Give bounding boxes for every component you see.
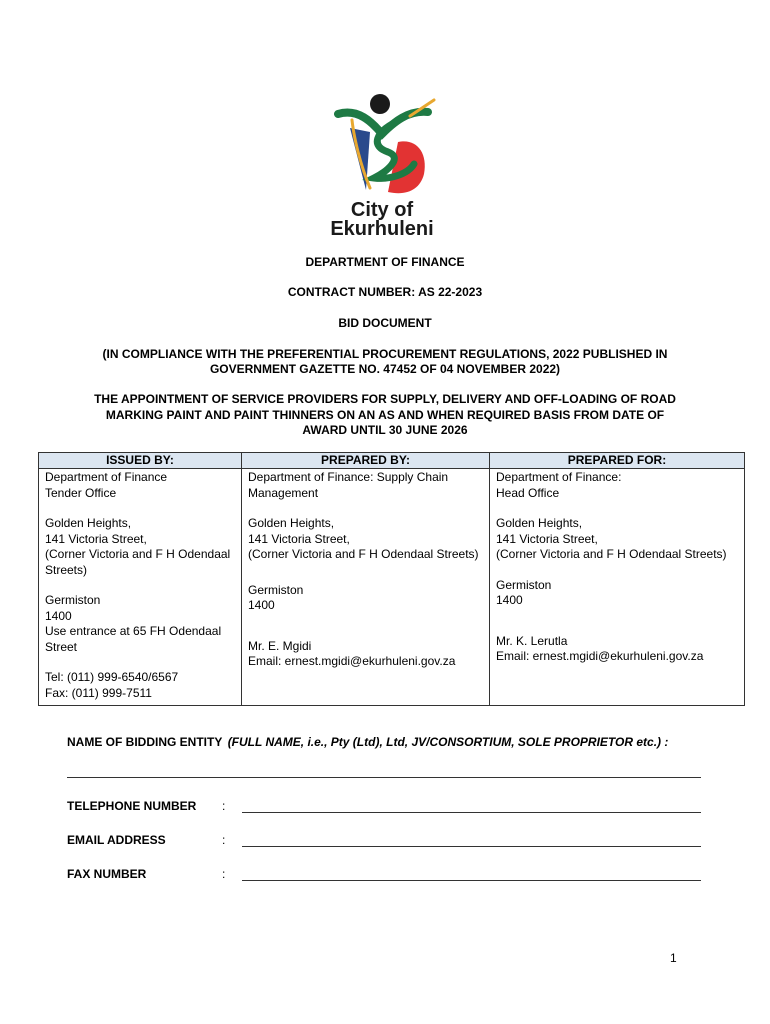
issued-by-cell <box>39 469 242 706</box>
city-logo <box>312 88 452 238</box>
compliance-line-2: GOVERNMENT GAZETTE NO. 47452 OF 04 NOVEMBER 2022) <box>209 362 561 376</box>
table-header-row <box>39 453 745 469</box>
prepared-for-address: Golden Heights, 141 Victoria Street, (Corner Victoria and F H Odendaal Streets) <box>496 516 727 561</box>
fax-colon: : <box>222 867 226 881</box>
issued-by-dept: Department of Finance Tender Office <box>45 470 168 500</box>
prepared-for-contact: Mr. K. Lerutla Email: ernest.mgidi@ekurhuleni.gov.za <box>496 633 704 663</box>
title-line-2: MARKING PAINT AND PAINT THINNERS ON AN AS AND WHEN REQUIRED BASIS FROM DATE OF <box>105 408 665 422</box>
email-input-line[interactable] <box>242 846 701 847</box>
logo-text-line2: Ekurhuleni <box>330 218 434 240</box>
prepared-by-city: Germiston 1400 <box>248 582 304 612</box>
table-row <box>39 469 745 706</box>
telephone-label: TELEPHONE NUMBER <box>67 799 197 813</box>
fax-label: FAX NUMBER <box>67 867 147 881</box>
bidding-entity-hint: (FULL NAME, i.e., Pty (Ltd), Ltd, JV/CONSORTIUM, SOLE PROPRIETOR etc.) : <box>227 735 669 749</box>
prepared-by-contact: Mr. E. Mgidi Email: ernest.mgidi@ekurhuleni.gov.za <box>248 638 456 668</box>
document-type: BID DOCUMENT <box>338 316 432 330</box>
city-emblem-icon <box>312 88 452 198</box>
header-prepared-for: PREPARED FOR: <box>490 453 745 469</box>
bidding-entity-line <box>67 735 668 749</box>
issued-by-city: Germiston 1400 Use entrance at 65 FH Odendaal Street <box>45 593 222 654</box>
bidding-entity-label: NAME OF BIDDING ENTITY <box>67 735 223 749</box>
prepared-by-dept: Department of Finance: Supply Chain Management <box>248 470 449 500</box>
prepared-for-city: Germiston 1400 <box>496 577 552 607</box>
prepared-by-cell <box>242 469 490 706</box>
email-label: EMAIL ADDRESS <box>67 833 166 847</box>
page-number: 1 <box>670 951 677 965</box>
title-line-1: THE APPOINTMENT OF SERVICE PROVIDERS FOR SUPPLY, DELIVERY AND OFF-LOADING OF ROAD <box>94 392 676 406</box>
fax-input-line[interactable] <box>242 880 701 881</box>
header-prepared-by: PREPARED BY: <box>242 453 490 469</box>
title-line-3: AWARD UNTIL 30 JUNE 2026 <box>302 423 468 437</box>
compliance-line-1: (IN COMPLIANCE WITH THE PREFERENTIAL PROCUREMENT REGULATIONS, 2022 PUBLISHED IN <box>102 347 668 361</box>
bidding-entity-input-line[interactable] <box>67 777 701 778</box>
prepared-for-dept: Department of Finance: Head Office <box>496 470 622 500</box>
telephone-colon: : <box>222 799 226 813</box>
header-issued-by: ISSUED BY: <box>39 453 242 469</box>
prepared-for-cell <box>490 469 745 706</box>
email-colon: : <box>222 833 226 847</box>
prepared-by-address: Golden Heights, 141 Victoria Street, (Corner Victoria and F H Odendaal Streets) <box>248 516 479 561</box>
department-heading: DEPARTMENT OF FINANCE <box>305 255 465 269</box>
issued-by-contact: Tel: (011) 999-6540/6567 Fax: (011) 999-7511 <box>45 670 179 700</box>
logo-text-line1: City of <box>350 199 414 221</box>
issued-by-address: Golden Heights, 141 Victoria Street, (Corner Victoria and F H Odendaal Streets) <box>45 516 231 577</box>
telephone-input-line[interactable] <box>242 812 701 813</box>
issuer-table <box>38 452 745 706</box>
contract-number: CONTRACT NUMBER: AS 22-2023 <box>287 285 483 299</box>
